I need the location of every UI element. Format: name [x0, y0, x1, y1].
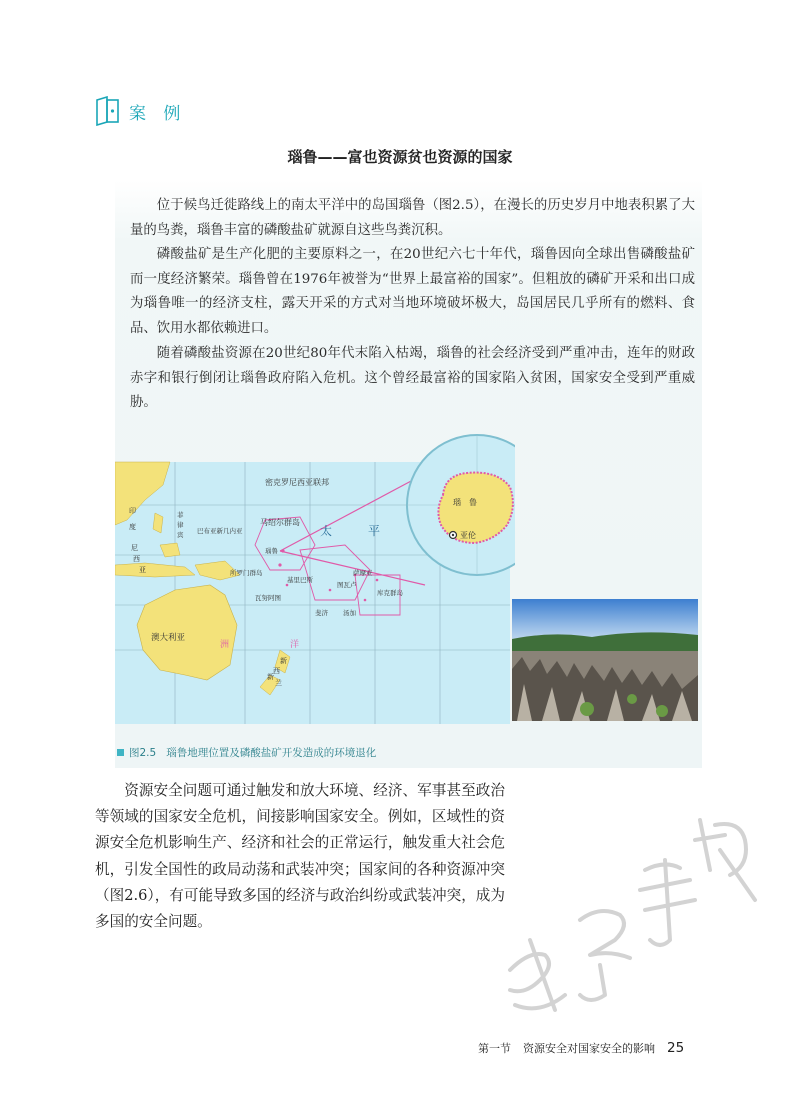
- label-ocean: 太 平: [320, 524, 381, 538]
- label-phil: 菲: [177, 511, 184, 519]
- phosphate-mining-photo: [512, 599, 698, 721]
- label-nz2: 西: [273, 667, 280, 675]
- label-cook: 库克群岛: [377, 589, 403, 597]
- label-fiji: 斐济: [315, 609, 328, 617]
- label-ind2: 度: [129, 523, 136, 531]
- page-footer: [478, 1040, 684, 1056]
- label-tonga: 汤加: [343, 609, 356, 617]
- label-samoa: 萨摩亚: [353, 569, 373, 577]
- case-header: [95, 96, 186, 126]
- label-tuvalu: 图瓦卢: [337, 581, 357, 589]
- article-title: 瑙鲁——富也资源贫也资源的国家: [287, 148, 513, 166]
- pacific-map: [115, 425, 515, 725]
- label-phil3: 宾: [177, 531, 184, 539]
- label-nz1: 新: [280, 657, 287, 665]
- paragraph-3: 随着磷酸盐资源在20世纪80年代末陷入枯竭，瑙鲁的社会经济受到严重冲击，连年的财政赤字和银行倒闭让瑙鲁政府陷入危机。这个曾经最富裕的国家陷入贫困，国家安全受到严重威胁。: [130, 346, 695, 410]
- label-pacific-word: 洋: [290, 640, 300, 650]
- page-number: 25: [667, 1040, 685, 1056]
- label-nz3: 兰: [275, 679, 282, 687]
- label-marshall: 马绍尔群岛: [260, 518, 300, 527]
- figure-number: 图2.5: [129, 747, 157, 759]
- label-kiribati: 基里巴斯: [287, 576, 313, 584]
- label-phil2: 律: [177, 521, 184, 529]
- watermark: [470, 780, 770, 1040]
- figure-caption-text: 瑙鲁地理位置及磷酸盐矿开发造成的环境退化: [166, 747, 377, 759]
- caption-marker: [117, 749, 124, 756]
- watermark-text: 数学手札: [470, 780, 474, 781]
- label-ind4: 西: [133, 555, 140, 563]
- label-png: 巴布亚新几内亚: [197, 527, 243, 535]
- label-ind5: 亚: [139, 566, 146, 574]
- body-paragraph: 资源安全问题可通过触发和放大环境、经济、军事甚至政治等领域的国家安全危机，间接影响国家安全。例如，区域性的资源安全危机影响生产、经济和社会的正常运行，触发重大社会危机，引发全国性的政局动荡和武装冲突；国家间的各种资源冲突（图2.6），有可能导致多国的经济与政治纠纷或武装冲突，成为多国的安全问题。: [95, 782, 505, 931]
- label-sea-word: 洲: [220, 640, 230, 650]
- label-solomon: 所罗门群岛: [230, 569, 263, 577]
- figure-caption: [117, 745, 376, 760]
- book-icon: [95, 96, 121, 126]
- label-ind3: 尼: [131, 544, 138, 552]
- footer-chapter-title: 资源安全对国家安全的影响: [523, 1042, 655, 1055]
- label-nz4: 新: [267, 673, 274, 681]
- label-nauru: 瑙鲁: [265, 547, 278, 555]
- inset-island-label: 瑙 鲁: [453, 498, 477, 507]
- label-australia: 澳大利亚: [151, 633, 186, 643]
- inset-capital-label: 亚伦: [460, 531, 476, 540]
- paragraph-2: 磷酸盐矿是生产化肥的主要原料之一，在20世纪六七十年代，瑙鲁因向全球出售磷酸盐矿而一度经济繁荣。瑙鲁曾在1976年被誉为“世界上最富裕的国家”。但粗放的磷矿开采和出口成为瑙鲁唯一的经济支柱，露天开采的方式对当地环境破坏极大，岛国居民几乎所有的燃料、食品、饮用水都依赖进口。: [130, 247, 695, 336]
- case-label: 案 例: [129, 103, 187, 124]
- label-micronesia: 密克罗尼西亚联邦: [265, 478, 329, 487]
- paragraph-1: 位于候鸟迁徙路线上的南太平洋中的岛国瑙鲁（图2.5），在漫长的历史岁月中地表积累了大量的鸟粪，瑙鲁丰富的磷酸盐矿就源自这些鸟粪沉积。: [130, 198, 695, 238]
- label-vanuatu: 瓦努阿图: [255, 594, 281, 602]
- footer-section: 第一节: [478, 1042, 511, 1055]
- label-ind1: 印: [129, 507, 136, 515]
